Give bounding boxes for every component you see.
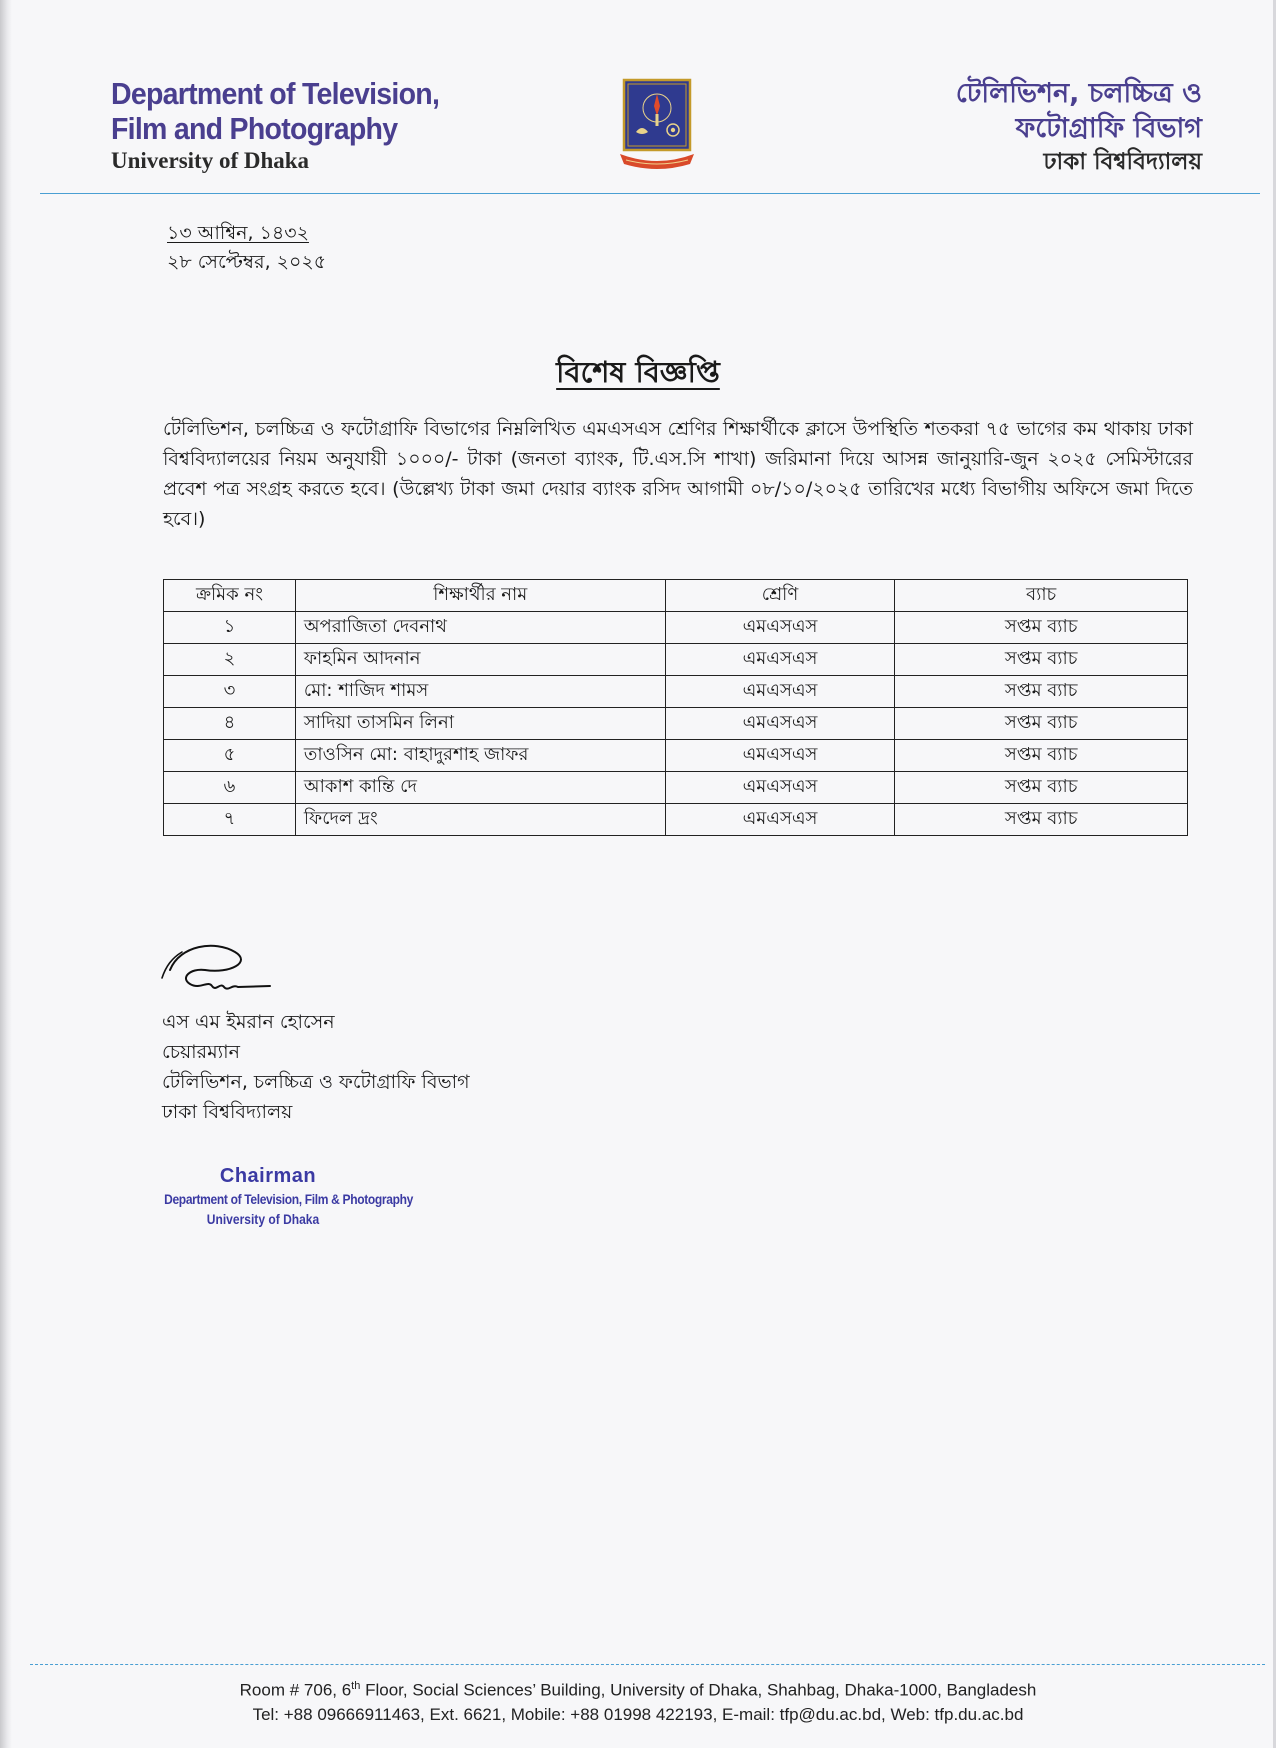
cell-name: মো: শাজিদ শামস [295,676,665,708]
date-bangla: ১৩ আশ্বিন, ১৪৩২ [167,222,309,244]
letterhead-en-dept-line1: Department of Television, [111,76,440,111]
cell-serial: ৬ [164,772,296,804]
cell-name: তাওসিন মো: বাহাদুরশাহ জাফর [295,740,665,772]
cell-class: এমএসএস [665,804,895,836]
cell-batch: সপ্তম ব্যাচ [895,644,1188,676]
stamp-university: University of Dhaka [206,1211,320,1227]
cell-name: অপরাজিতা দেবনাথ [295,612,665,644]
letterhead-bangla [956,76,1202,178]
cell-name: সাদিয়া তাসমিন লিনা [295,708,665,740]
table-row [164,708,1188,740]
cell-class: এমএসএস [665,644,895,676]
student-table [163,579,1188,836]
cell-name: ফিদেল দ্রং [295,804,665,836]
table-row [164,676,1188,708]
cell-serial: ৫ [164,740,296,772]
signer-department: টেলিভিশন, চলচ্চিত্র ও ফটোগ্রাফি বিভাগ [162,1071,470,1093]
cell-batch: সপ্তম ব্যাচ [895,676,1188,708]
stamp-department: Department of Television, Film & Photography [164,1191,413,1207]
header-divider [40,193,1260,194]
official-stamp [148,1163,413,1229]
cell-batch: সপ্তম ব্যাচ [895,708,1188,740]
signer-block [162,1007,470,1127]
notice-title-text: বিশেষ বিজ্ঞপ্তি [556,355,720,389]
cell-serial: ২ [164,644,296,676]
stamp-title: Chairman [219,1165,317,1187]
cell-class: এমএসএস [665,708,895,740]
header-batch: ব্যাচ [895,580,1188,612]
footer-address-part2: Floor, Social Sciences’ Building, University of Dhaka, Shahbag, Dhaka-1000, Bangladesh [360,1680,1037,1700]
cell-serial: ৩ [164,676,296,708]
footer-contacts: Tel: +88 09666911463, Ext. 6621, Mobile: +88 01998 422193, E-mail: tfp@du.ac.bd, Web: tfp.du.ac.bd [252,1704,1024,1724]
cell-class: এমএসএস [665,740,895,772]
table-header-row [164,580,1188,612]
footer-contact [0,1674,1276,1727]
university-logo [618,76,696,176]
signer-designation: চেয়ারম্যান [162,1041,241,1063]
cell-serial: ১ [164,612,296,644]
cell-batch: সপ্তম ব্যাচ [895,740,1188,772]
table-row [164,644,1188,676]
date-gregorian: ২৮ সেপ্টেম্বর, ২০২৫ [167,251,327,273]
cell-class: এমএসএস [665,612,895,644]
table-row [164,804,1188,836]
letterhead-en-dept-line2: Film and Photography [111,111,398,146]
handwritten-signature [160,940,280,1000]
date-block [167,219,326,277]
cell-batch: সপ্তম ব্যাচ [895,772,1188,804]
letterhead-bn-university: ঢাকা বিশ্ববিদ্যালয় [1043,149,1202,175]
header-class: শ্রেণি [665,580,895,612]
cell-serial: ৭ [164,804,296,836]
scan-shadow-edge [0,0,12,1748]
letterhead-en-university: University of Dhaka [111,148,310,173]
cell-batch: সপ্তম ব্যাচ [895,612,1188,644]
header-serial: ক্রমিক নং [164,580,296,612]
cell-serial: ৪ [164,708,296,740]
cell-batch: সপ্তম ব্যাচ [895,804,1188,836]
signer-university: ঢাকা বিশ্ববিদ্যালয় [162,1101,293,1123]
table-row [164,612,1188,644]
footer-address-sup: th [351,1680,361,1692]
notice-body: টেলিভিশন, চলচ্চিত্র ও ফটোগ্রাফি বিভাগের নিম্নলিখিত এমএসএস শ্রেণির শিক্ষার্থীকে ক্লাসে উপস্থিতি শতকরা ৭৫ ভাগের কম থাকায় ঢাকা বিশ্ববিদ্যালয়ের নিয়ম অনুযায়ী ১০০০/- টাকা (জনতা ব্যাংক, টি.এস.সি শাখা) জরিমানা দিয়ে আসন্ন জানুয়ারি-জুন ২০২৫ সেমিস্টারের প্রবেশ পত্র সংগ্রহ করতে হবে। (উল্লেখ্য টাকা জমা দেয়ার ব্যাংক রসিদ আগামী ০৮/১০/২০২৫ তারিখের মধ্যে বিভাগীয় অফিসে জমা দিতে হবে।) [163,418,1193,530]
cell-name: ফাহমিন আদনান [295,644,665,676]
letterhead-bn-dept-line1: টেলিভিশন, চলচ্চিত্র ও [955,78,1202,109]
footer-address [0,1674,1276,1703]
signer-name: এস এম ইমরান হোসেন [162,1011,335,1033]
cell-class: এমএসএস [665,772,895,804]
cell-name: আকাশ কান্তি দে [295,772,665,804]
footer-divider [30,1664,1265,1665]
table-row [164,740,1188,772]
footer-address-part1: Room # 706, 6 [239,1680,352,1700]
letterhead-english [111,76,468,175]
notice-title [0,350,1276,399]
table-row [164,772,1188,804]
cell-class: এমএসএস [665,676,895,708]
header-student-name: শিক্ষার্থীর নাম [295,580,665,612]
letterhead-bn-dept-line2: ফটোগ্রাফি বিভাগ [1015,113,1202,144]
